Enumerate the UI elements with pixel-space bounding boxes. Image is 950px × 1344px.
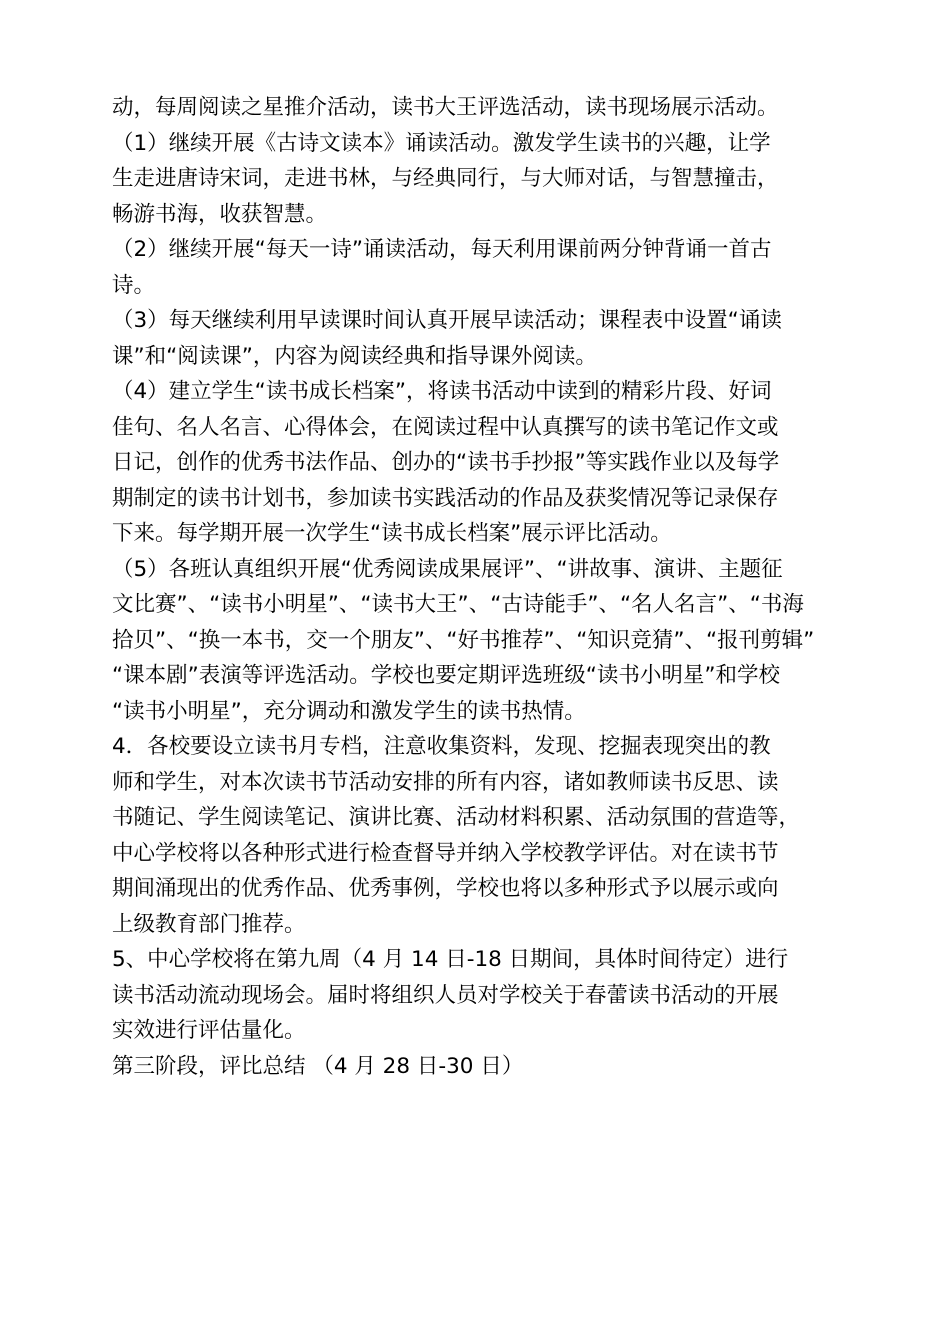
document-body [112,90,852,1084]
text-line: “课本剧”表演等评选活动。学校也要定期评选班级“读书小明星”和学校 [112,663,781,688]
section-heading: 第三阶段，评比总结 （4 月 28 日-30 日） [112,1053,524,1079]
text-line: （1）继续开展《古诗文读本》诵读活动。激发学生读书的兴趣，让学 [112,130,771,156]
text-line: 读书活动流动现场会。届时将组织人员对学校关于春蕾读书活动的开展 [112,982,779,1008]
text-line: 上级教育部门推荐。 [112,911,306,937]
text-line: （2）继续开展“每天一诗”诵读活动，每天利用课前两分钟背诵一首古 [112,237,772,262]
text-line: 文比赛”、“读书小明星”、“读书大王”、“古诗能手”、“名人名言”、“书海 [112,592,804,617]
text-line: 期制定的读书计划书，参加读书实践活动的作品及获奖情况等记录保存 [112,485,779,511]
text-line: 动，每周阅读之星推介活动，读书大王评选活动，读书现场展示活动。 [112,95,779,120]
text-line: 生走进唐诗宋词，走进书林，与经典同行，与大师对话，与智慧撞击， [112,166,779,191]
text-line: 畅游书海，收获智慧。 [112,201,328,227]
text-line: （5）各班认真组织开展“优秀阅读成果展评”、“讲故事、演讲、主题征 [112,556,783,582]
text-line: 期间涌现出的优秀作品、优秀事例，学校也将以多种形式予以展示或向 [112,876,779,901]
text-line: 拾贝”、“换一本书，交一个朋友”、“好书推荐”、“知识竞猜”、“报刊剪辑” [112,627,815,653]
text-line: 下来。每学期开展一次学生“读书成长档案”展示评比活动。 [112,521,672,546]
text-line: （3）每天继续利用早读课时间认真开展早读活动；课程表中设置“诵读 [112,308,782,333]
text-line: “读书小明星”，充分调动和激发学生的读书热情。 [112,698,586,724]
text-line: 5、中心学校将在第九周（4 月 14 日-18 日期间，具体时间待定）进行 [112,947,789,972]
text-line: 4．各校要设立读书月专档，注意收集资料，发现、挖掘表现突出的教 [112,734,771,759]
text-line: （4）建立学生“读书成长档案”，将读书活动中读到的精彩片段、好词 [112,379,772,404]
text-line: 书随记、学生阅读笔记、演讲比赛、活动材料积累、活动氛围的营造等， [112,805,801,830]
text-line: 诗。 [112,272,156,298]
text-line: 实效进行评估量化。 [112,1018,306,1043]
text-line: 佳句、名人名言、心得体会，在阅读过程中认真撰写的读书笔记作文或 [112,414,779,440]
text-line: 师和学生，对本次读书节活动安排的所有内容，诸如教师读书反思、读 [112,769,779,795]
text-line: 日记，创作的优秀书法作品、创办的“读书手抄报”等实践作业以及每学 [112,450,780,475]
text-line: 中心学校将以各种形式进行检查督导并纳入学校教学评估。对在读书节 [112,840,779,866]
text-line: 课”和“阅读课”，内容为阅读经典和指导课外阅读。 [112,343,597,369]
